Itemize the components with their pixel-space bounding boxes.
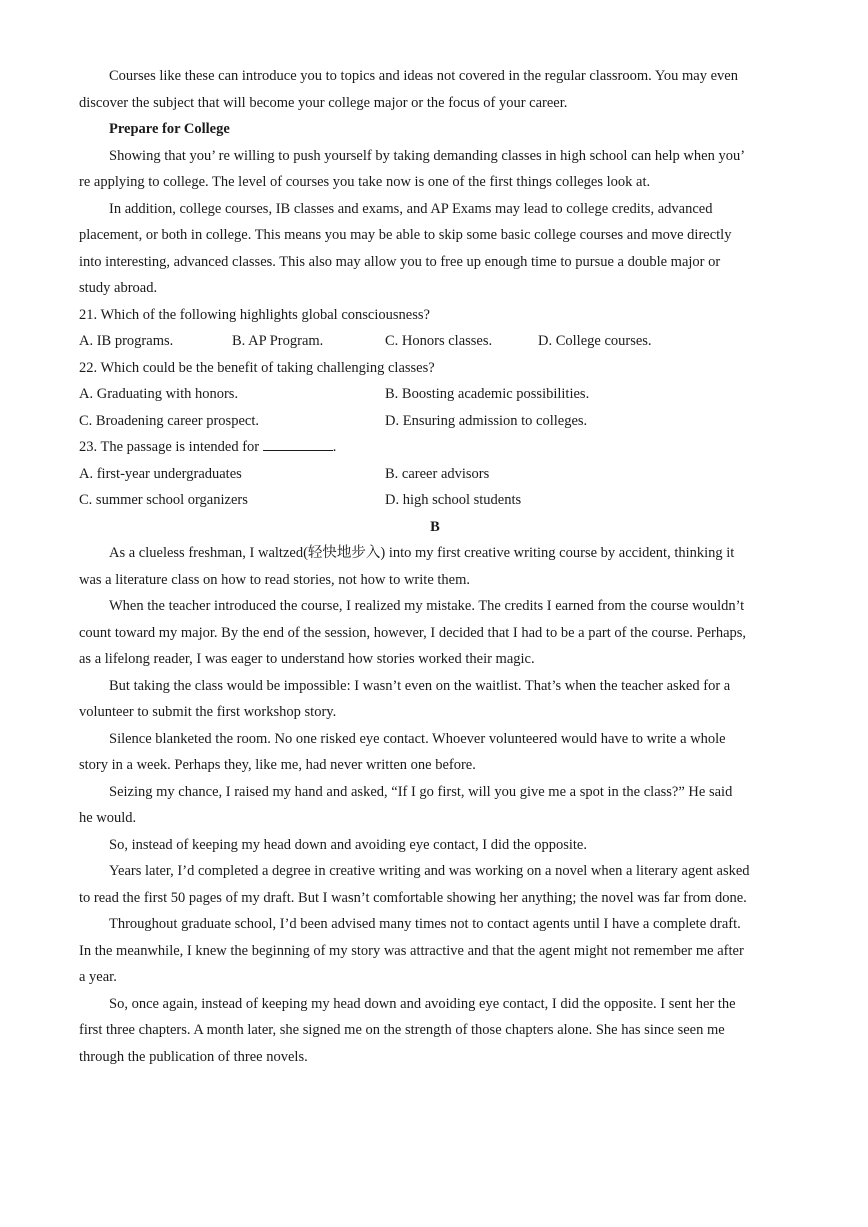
paragraph: [79, 991, 791, 1071]
option-d: D. Ensuring admission to colleges.: [385, 412, 588, 429]
text-line: study abroad.: [79, 280, 158, 296]
text-line: first three chapters. A month later, she signed me on the strength of those chapters alone. She has since seen me: [79, 1022, 725, 1038]
paragraph: [79, 673, 791, 726]
text-line: discover the subject that will become your college major or the focus of your career.: [79, 94, 568, 111]
option-c: C. Honors classes.: [385, 333, 493, 349]
option-a: A. Graduating with honors.: [79, 386, 239, 402]
option-d: D. high school students: [385, 492, 522, 508]
text-line: Showing that you’ re willing to push yourself by taking demanding classes in high school can help when you’: [109, 147, 746, 164]
text-line: Throughout graduate school, I’d been advised many times not to contact agents until I have a complete draft.: [109, 916, 741, 932]
text-line: So, instead of keeping my head down and avoiding eye contact, I did the opposite.: [109, 836, 587, 853]
text-line: In addition, college courses, IB classes and exams, and AP Exams may lead to college credits, advanced: [109, 200, 713, 217]
paragraph: [79, 593, 791, 673]
text-line: placement, or both in college. This means you may be able to skip some basic college courses and move directly: [79, 227, 732, 243]
text-line: a year.: [79, 969, 117, 985]
text-line: to read the first 50 pages of my draft. But I wasn’t comfortable showing her anything; the novel was far from done.: [79, 889, 747, 906]
text-line: Years later, I’d completed a degree in creative writing and was working on a novel when a literary agent asked: [109, 863, 750, 879]
text-line: count toward my major. By the end of the session, however, I decided that I had to be a part of the course. Perhaps,: [79, 624, 747, 641]
option-c: C. summer school organizers: [79, 492, 248, 508]
text-line: As a clueless freshman, I waltzed(轻快地步入) into my first creative writing course by accident, thinking it: [109, 545, 735, 561]
paragraph: [79, 779, 791, 832]
options-row: [79, 328, 791, 355]
paragraph: [79, 911, 791, 991]
text-line: re applying to college. The level of courses you take now is one of the first things colleges look at.: [79, 174, 651, 190]
paragraph: [79, 540, 791, 593]
paragraph-courses: [79, 63, 791, 116]
options-row: [79, 487, 791, 514]
document-page: [79, 63, 791, 1070]
option-c: C. Broadening career prospect.: [79, 412, 259, 429]
question-stem: 22. Which could be the benefit of taking challenging classes?: [79, 359, 435, 376]
text-line: into interesting, advanced classes. This also may allow you to free up enough time to pursue a double major or: [79, 253, 721, 270]
question-stem-end: .: [332, 439, 337, 455]
text-line: In the meanwhile, I knew the beginning of my story was attractive and that the agent might not remember me after: [79, 942, 744, 959]
paragraph: [79, 832, 791, 859]
text-line: But taking the class would be impossible: I wasn’t even on the waitlist. That’s when the teacher asked for a: [109, 677, 731, 694]
option-a: A. first-year undergraduates: [79, 465, 242, 482]
answer-blank: [263, 436, 333, 451]
text-line: he would.: [79, 810, 137, 826]
text-line: as a lifelong reader, I was eager to understand how stories worked their magic.: [79, 651, 535, 667]
option-b: B. career advisors: [385, 465, 490, 482]
text-line: Seizing my chance, I raised my hand and asked, “If I go first, will you give me a spot in the class?” He said: [109, 783, 733, 800]
options-row: [79, 461, 791, 488]
paragraph-addition: [79, 196, 791, 302]
option-d: D. College courses.: [538, 333, 652, 349]
section-heading: Prepare for College: [109, 121, 230, 137]
text-line: So, once again, instead of keeping my head down and avoiding eye contact, I did the opposite. I sent her the: [109, 995, 736, 1012]
text-line: was a literature class on how to read stories, not how to write them.: [79, 571, 470, 588]
section-b-label: B: [430, 518, 440, 535]
question-stem: [79, 434, 791, 461]
paragraph: [79, 858, 791, 911]
option-a: A. IB programs.: [79, 333, 174, 349]
question-stem-text: 23. The passage is intended for: [79, 439, 260, 455]
text-line: When the teacher introduced the course, I realized my mistake. The credits I earned from the course wouldn’t: [109, 598, 745, 614]
text-line: Courses like these can introduce you to topics and ideas not covered in the regular classroom. You may even: [109, 68, 738, 84]
section-b-body: [79, 540, 791, 1070]
options-row: [79, 381, 791, 408]
question-21: [79, 302, 791, 355]
text-line: through the publication of three novels.: [79, 1048, 308, 1065]
option-b: B. AP Program.: [232, 333, 324, 349]
paragraph-showing: [79, 143, 791, 196]
options-row: [79, 408, 791, 435]
text-line: volunteer to submit the first workshop story.: [79, 704, 337, 720]
question-stem: 21. Which of the following highlights global consciousness?: [79, 306, 430, 323]
paragraph: [79, 726, 791, 779]
option-b: B. Boosting academic possibilities.: [385, 386, 590, 402]
question-22: [79, 355, 791, 435]
question-23: [79, 434, 791, 514]
text-line: Silence blanketed the room. No one risked eye contact. Whoever volunteered would have to write a whole: [109, 730, 726, 747]
text-line: story in a week. Perhaps they, like me, had never written one before.: [79, 757, 476, 773]
